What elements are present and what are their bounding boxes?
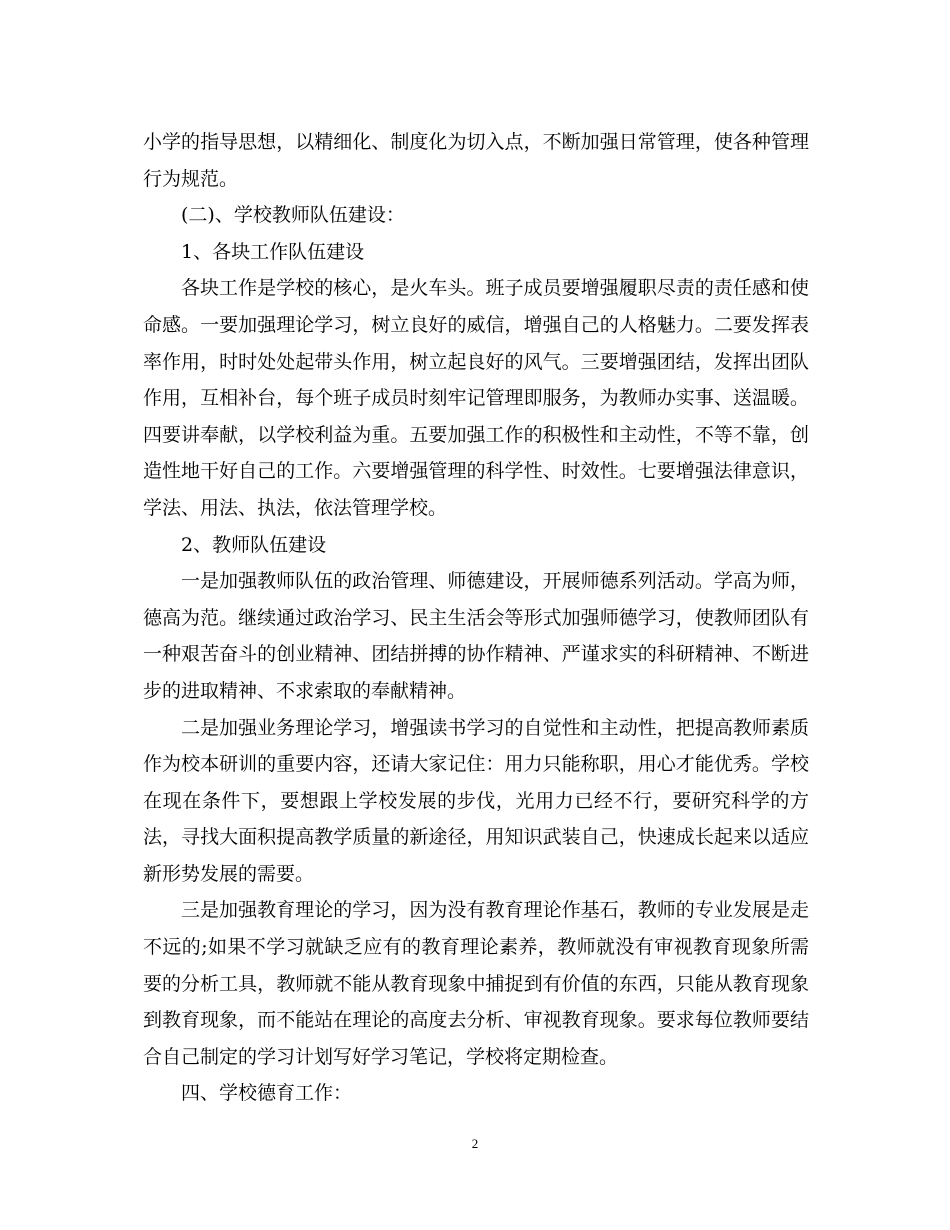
section-heading-moral-education: 四、学校德育工作： xyxy=(181,1082,353,1105)
paragraph-work-teams: 各块工作是学校的核心，是火车头。班子成员要增强履职尽责的责任感和使命感。一要加强理论学习，树立良好的威信，增强自己的人格魅力。二要发挥表率作用，时时处处起带头作用，树立起良好的风气。三要增强团结，发挥出团队作用，互相补台，每个班子成员时刻牢记管理即服务，为教师办实事、送温暖。四要讲奉献，以学校利益为重。五要加强工作的积极性和主动性，不等不靠，创造性地干好自己的工作。六要增强管理的科学性、时效性。七要增强法律意识，学法、用法、执法，依法管理学校。 xyxy=(143,277,809,519)
paragraph-education-theory: 三是加强教育理论的学习，因为没有教育理论作基石，教师的专业发展是走不远的;如果不学习就缺乏应有的教育理论素养，教师就没有审视教育现象所需要的分析工具，教师就不能从教育现象中捕捉到有价值的东西，只能从教育现象到教育现象，而不能站在理论的高度去分析、审视教育现象。要求每位教师要结合自己制定的学习计划写好学习笔记，学校将定期检查。 xyxy=(143,899,809,1068)
subheading-work-teams: 1、各块工作队伍建设 xyxy=(181,240,365,263)
paragraph-theory-study: 二是加强业务理论学习，增强读书学习的自觉性和主动性，把提高教师素质作为校本研训的重要内容，还请大家记住：用力只能称职，用心才能优秀。学校在现在条件下，要想跟上学校发展的步伐，光用力已经不行，要研究科学的方法，寻找大面积提高教学质量的新途径，用知识武装自己，快速成长起来以适应新形势发展的需要。 xyxy=(143,716,809,885)
document-body xyxy=(143,124,809,1112)
paragraph-political-ethics: 一是加强教师队伍的政治管理、师德建设，开展师德系列活动。学高为师，德高为范。继续通过政治学习、民主生活会等形式加强师德学习，使教师团队有一种艰苦奋斗的创业精神、团结拼搏的协作精神、严谨求实的科研精神、不断进步的进取精神、不求索取的奉献精神。 xyxy=(143,570,809,702)
paragraph-1: 小学的指导思想，以精细化、制度化为切入点，不断加强日常管理，使各种管理行为规范。 xyxy=(143,131,809,190)
section-heading-teacher-team: (二)、学校教师队伍建设： xyxy=(181,204,405,227)
page-number: 2 xyxy=(471,1136,479,1151)
subheading-teacher-team: 2、教师队伍建设 xyxy=(181,533,327,556)
